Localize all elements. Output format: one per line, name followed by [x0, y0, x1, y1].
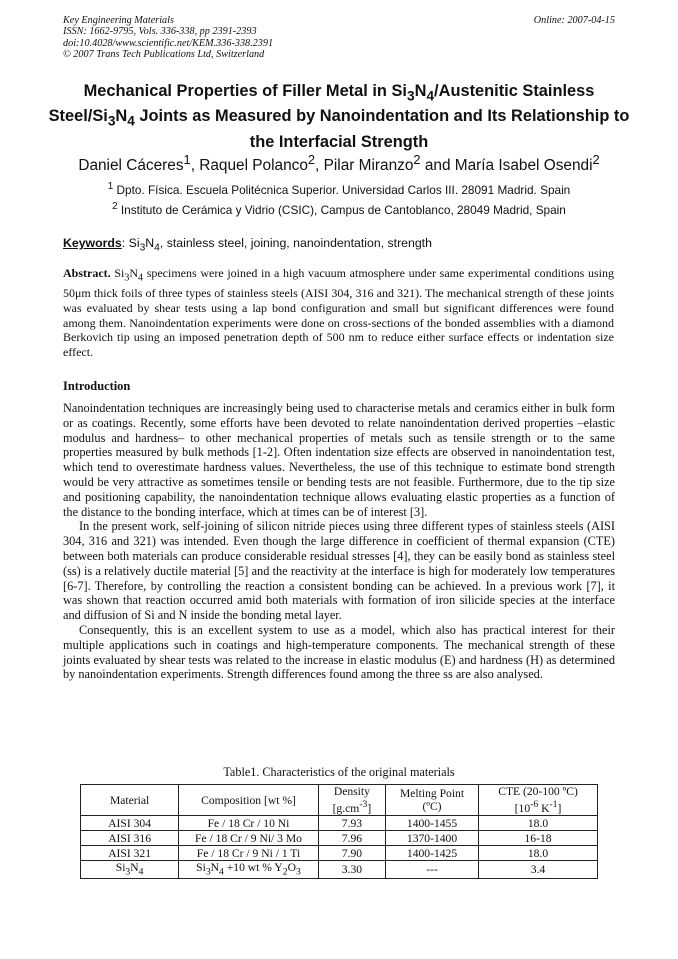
cell-cte: 3.4: [479, 861, 598, 879]
header-composition: Composition [wt %]: [179, 785, 319, 816]
intro-paragraph-2: In the present work, self-joining of silicon nitride pieces using three different types of stainless steels (AISI 304, 316 and 321) was intended. Even though the large difference in coefficient of thermal expansion (CTE) between both materials can produce considerable residual stresses [4], they can be easily bond as stainless steel (ss) is a relatively ductile material [5] and the reactivity at the interface is high for moderately low temperatures [6-7]. Therefore, by controlling the reaction a consistent bonding can be achieved. In a previous work [7], it was shown that reaction occurred amid both materials with formation of iron silicide species at the interface and diffusion of Si and N inside the bonding metal layer.: [63, 519, 615, 623]
cell-material: AISI 321: [81, 846, 179, 861]
author-list: Daniel Cáceres$^1$, Raquel Polanco$^2$, Pilar Miranzo$^2$ and María Isabel Osendi$^2$: [78, 152, 600, 175]
copyright-line: © 2007 Trans Tech Publications Ltd, Switzerland: [63, 48, 265, 60]
journal-header: [63, 15, 615, 60]
cell-melting-point: 1400-1455: [386, 816, 479, 831]
keywords-label: Keywords: [63, 236, 122, 250]
cell-melting-point: 1400-1425: [386, 846, 479, 861]
header-melting-point: Melting Point (ºC): [386, 785, 479, 816]
journal-name: Key Engineering Materials: [63, 15, 174, 26]
table-row: [81, 816, 598, 831]
abstract-label: Abstract.: [63, 266, 111, 280]
issn-line: ISSN: 1662-9795, Vols. 336-338, pp 2391-2393: [63, 26, 257, 38]
cell-cte: 16-18: [479, 831, 598, 846]
cell-composition: Fe / 18 Cr / 9 Ni/ 3 Mo: [179, 831, 319, 846]
cell-melting-point: ---: [386, 861, 479, 879]
online-date: Online: 2007-04-15: [533, 15, 615, 26]
cell-density: 7.90: [318, 846, 385, 861]
affiliation-2: $^2$ Instituto de Cerámica y Vidrio (CSIC), Campus de Cantoblanco, 28049 Madrid, Spain: [112, 201, 566, 217]
section-heading-introduction: Introduction: [63, 379, 131, 393]
cell-cte: 18.0: [479, 816, 598, 831]
affiliation-1: $^1$ Dpto. Física. Escuela Politécnica Superior. Universidad Carlos III. 28091 Madrid. Spain: [107, 181, 571, 197]
cell-melting-point: 1370-1400: [386, 831, 479, 846]
cell-density: 7.96: [318, 831, 385, 846]
introduction-body: [63, 401, 615, 682]
table-caption: Table1. Characteristics of the original materials: [223, 765, 455, 779]
cell-material: $Si_3N_4$: [81, 861, 179, 879]
cell-composition: Fe / 18 Cr / 10 Ni: [179, 816, 319, 831]
header-cte: CTE (20-100 ºC) [$10^{-6}$ $K^{-1}$]: [479, 785, 598, 816]
cell-density: 7.93: [318, 816, 385, 831]
table-row: [81, 846, 598, 861]
header-material: Material: [81, 785, 179, 816]
cell-cte: 18.0: [479, 846, 598, 861]
table-row: [81, 861, 598, 879]
intro-paragraph-3: Consequently, this is an excellent system to use as a model, which also has practical interest for their multiple applications such in coatings and high-temperature components. The mechanical strength of these joints evaluated by shear tests was related to the increase in elastic modulus (E) and hardness (H) as determined by nanoindentation experiments. Strength differences found among the three ss are also analysed.: [63, 622, 615, 682]
abstract-paragraph: Abstract. $Si_3N_4$ specimens were joined in a high vacuum atmosphere under same experimental conditions using 50μm thick foils of three types of stainless steels (AISI 304, 316 and 321). The mechanical strength of these joints was evaluated by shear tests using a lap bond configuration and small but significant differences were found among them. Nanoindentation experiments were done on cross-sections of the bonded assemblies with a diamond Berkovich tip using an imposed penetration depth of 500 nm to reduce either surface effects or indentation size effect.: [63, 266, 614, 359]
header-density: Density $[g.cm^{-3}]$: [318, 785, 385, 816]
cell-material: AISI 316: [81, 831, 179, 846]
doi-line: doi:10.4028/www.scientific.net/KEM.336-338.2391: [63, 37, 274, 49]
table-header-row: [81, 785, 598, 816]
intro-paragraph-1: Nanoindentation techniques are increasingly being used to characterise metals and ceramics either in bulk form or as coatings. Recently, some efforts have been devoted to relate nanoindentation derived properties –elastic modulus and hardness– to other mechanical properties of metals such as tensile strength or to the same properties measured by bulk methods [1-2]. Often indentation size effects are observed in nanoindentation test, which tend to overestimate hardness values. Nevertheless, the use of this technique to estimate bond strength would be very attractive as sometimes tensile or bending tests are not feasible. Furthermore, due to the tip size and positioning capability, the nanoindentation technique allows evaluating elastic properties as a function of the distance to the bonding interface, which at times can be of interest [3].: [63, 401, 615, 519]
cell-composition: $Si_3N_4 +10$ wt % $Y_2O_3$: [179, 861, 319, 879]
cell-composition: Fe / 18 Cr / 9 Ni / 1 Ti: [179, 846, 319, 861]
cell-material: AISI 304: [81, 816, 179, 831]
paper-title: Mechanical Properties of Filler Metal in $Si_3N_4$/Austenitic Stainless Steel/$Si_3N_4$ Joints as Measured by Nanoindentation and Its Relationship to the Interfacial Strength: [48, 82, 630, 151]
materials-table: [80, 784, 598, 879]
cell-density: 3.30: [318, 861, 385, 879]
table-row: [81, 831, 598, 846]
keywords-line: Keywords: $Si_3N_4$, stainless steel, joining, nanoindentation, strength: [63, 236, 432, 254]
